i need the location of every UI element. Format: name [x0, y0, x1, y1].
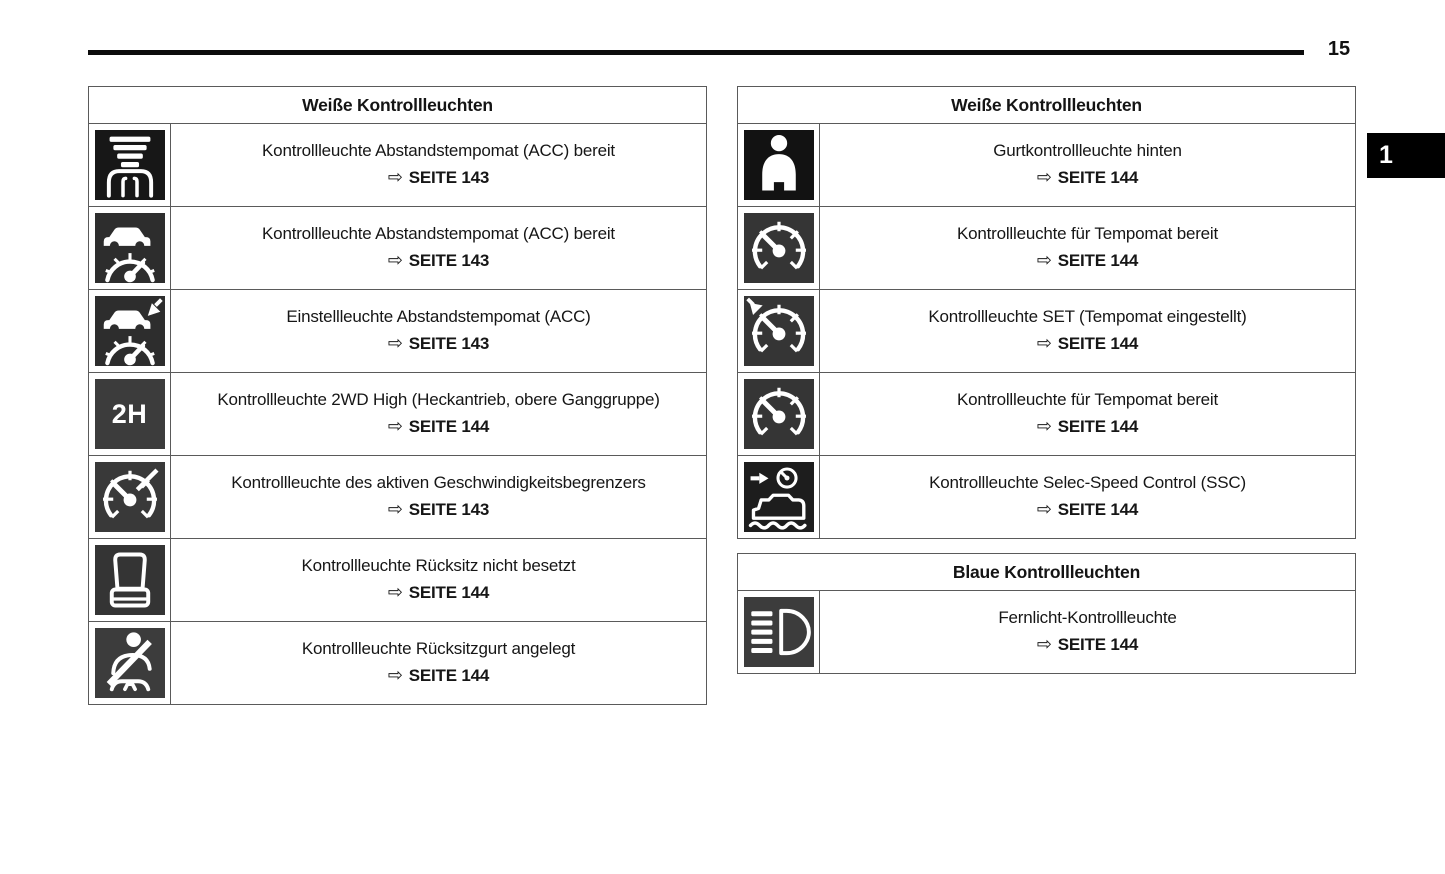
- chapter-tab[interactable]: [1367, 133, 1445, 178]
- indicator-description: Einstellleuchte Abstandstempomat (ACC): [286, 306, 591, 326]
- indicator-description: Kontrollleuchte des aktiven Geschwindigkeitsbegrenzers: [231, 472, 646, 492]
- indicator-text-cell: [171, 124, 706, 206]
- table-row: [89, 456, 706, 539]
- table-row: [738, 591, 1355, 673]
- icon-cell: [738, 207, 820, 289]
- acc-distance-ready-icon: [95, 130, 165, 200]
- indicator-text-cell: [820, 591, 1355, 673]
- page-reference-link[interactable]: [388, 334, 489, 354]
- reference-text: SEITE 144: [1057, 417, 1139, 437]
- icon-cell: [738, 124, 820, 206]
- icon-cell: [89, 290, 171, 372]
- icon-cell: [89, 124, 171, 206]
- reference-arrow-icon: ⇨: [387, 167, 403, 188]
- table-row: [89, 290, 706, 373]
- indicator-text-cell: [171, 373, 706, 455]
- icon-cell: [738, 591, 820, 673]
- page-reference-link[interactable]: [1037, 635, 1138, 655]
- indicator-text-cell: [171, 207, 706, 289]
- reference-arrow-icon: ⇨: [387, 333, 403, 354]
- indicator-text-cell: [171, 290, 706, 372]
- seated-person-icon: [744, 130, 814, 200]
- indicator-description: Kontrollleuchte Rücksitzgurt angelegt: [301, 638, 576, 658]
- high-beam-icon: [744, 597, 814, 667]
- table-row: [738, 290, 1355, 373]
- icon-cell: [89, 207, 171, 289]
- reference-text: SEITE 144: [1057, 635, 1139, 655]
- table-white-indicators-right: [737, 86, 1356, 539]
- cruise-gauge-set-icon: [744, 296, 814, 366]
- page-reference-link[interactable]: [1037, 334, 1138, 354]
- reference-text: SEITE 144: [1057, 334, 1139, 354]
- page-reference-link[interactable]: [1037, 500, 1138, 520]
- table-row: [89, 207, 706, 290]
- indicator-text-cell: [171, 456, 706, 538]
- reference-arrow-icon: ⇨: [387, 416, 403, 437]
- icon-cell: [89, 373, 171, 455]
- page-reference-link[interactable]: [388, 168, 489, 188]
- speed-limiter-icon: [95, 462, 165, 532]
- table-white-indicators-left: [88, 86, 707, 705]
- icon-cell: [89, 622, 171, 704]
- reference-arrow-icon: ⇨: [1036, 333, 1052, 354]
- icon-cell: [738, 290, 820, 372]
- indicator-description: Kontrollleuchte 2WD High (Heckantrieb, obere Ganggruppe): [217, 389, 660, 409]
- reference-text: SEITE 144: [1057, 500, 1139, 520]
- 2wd-high-icon: [95, 379, 165, 449]
- table-row: [89, 124, 706, 207]
- icon-label: 2H: [111, 398, 148, 429]
- indicator-description: Kontrollleuchte Selec-Speed Control (SSC): [929, 472, 1246, 492]
- indicator-description: Gurtkontrollleuchte hinten: [993, 140, 1182, 160]
- icon-cell: [738, 373, 820, 455]
- page-reference-link[interactable]: [388, 666, 489, 686]
- page-reference-link[interactable]: [388, 251, 489, 271]
- icon-cell: [738, 456, 820, 538]
- indicator-description: Kontrollleuchte für Tempomat bereit: [956, 223, 1219, 243]
- reference-arrow-icon: ⇨: [1036, 167, 1052, 188]
- page-number: 15: [1327, 38, 1351, 60]
- chapter-tab-label: 1: [1379, 141, 1393, 169]
- indicator-text-cell: [171, 622, 706, 704]
- reference-text: SEITE 144: [408, 417, 490, 437]
- header-rule: [88, 50, 1304, 55]
- reference-arrow-icon: ⇨: [1036, 634, 1052, 655]
- reference-text: SEITE 144: [408, 583, 490, 603]
- page-reference-link[interactable]: [388, 583, 489, 603]
- icon-cell: [89, 456, 171, 538]
- rear-seat-icon: [95, 545, 165, 615]
- reference-text: SEITE 143: [408, 500, 490, 520]
- table-title: Weiße Kontrollleuchten: [89, 87, 706, 124]
- reference-arrow-icon: ⇨: [387, 499, 403, 520]
- reference-text: SEITE 144: [1057, 168, 1139, 188]
- page-reference-link[interactable]: [1037, 251, 1138, 271]
- table-row: [89, 539, 706, 622]
- reference-arrow-icon: ⇨: [387, 665, 403, 686]
- indicator-text-cell: [820, 373, 1355, 455]
- seatbelt-person-icon: [95, 628, 165, 698]
- indicator-text-cell: [820, 290, 1355, 372]
- page-reference-link[interactable]: [1037, 168, 1138, 188]
- table-row: [738, 207, 1355, 290]
- table-row: [89, 373, 706, 456]
- indicator-description: Kontrollleuchte für Tempomat bereit: [956, 389, 1219, 409]
- table-title: Weiße Kontrollleuchten: [738, 87, 1355, 124]
- table-row: [738, 124, 1355, 207]
- table-blue-indicators: [737, 553, 1356, 674]
- reference-text: SEITE 144: [1057, 251, 1139, 271]
- selec-speed-control-icon: [744, 462, 814, 532]
- indicator-description: Kontrollleuchte Abstandstempomat (ACC) bereit: [262, 223, 615, 243]
- table-title: Blaue Kontrollleuchten: [738, 554, 1355, 591]
- indicator-description: Kontrollleuchte SET (Tempomat eingestellt): [928, 306, 1247, 326]
- table-row: [89, 622, 706, 704]
- indicator-text-cell: [820, 124, 1355, 206]
- indicator-description: Kontrollleuchte Rücksitz nicht besetzt: [301, 555, 576, 575]
- icon-cell: [89, 539, 171, 621]
- reference-text: SEITE 143: [408, 168, 490, 188]
- indicator-text-cell: [171, 539, 706, 621]
- reference-arrow-icon: ⇨: [387, 250, 403, 271]
- table-row: [738, 456, 1355, 538]
- page-reference-link[interactable]: [388, 500, 489, 520]
- page-reference-link[interactable]: [1037, 417, 1138, 437]
- reference-text: SEITE 144: [408, 666, 490, 686]
- acc-car-gauge-icon: [95, 213, 165, 283]
- reference-arrow-icon: ⇨: [1036, 416, 1052, 437]
- acc-car-gauge-arrow-icon: [95, 296, 165, 366]
- page-reference-link[interactable]: [388, 417, 489, 437]
- indicator-description: Fernlicht-Kontrollleuchte: [998, 607, 1177, 627]
- indicator-description: Kontrollleuchte Abstandstempomat (ACC) bereit: [262, 140, 615, 160]
- reference-arrow-icon: ⇨: [1036, 250, 1052, 271]
- indicator-text-cell: [820, 456, 1355, 538]
- cruise-gauge-icon: [744, 379, 814, 449]
- reference-text: SEITE 143: [408, 251, 490, 271]
- reference-arrow-icon: ⇨: [1036, 499, 1052, 520]
- reference-arrow-icon: ⇨: [387, 582, 403, 603]
- reference-text: SEITE 143: [408, 334, 490, 354]
- cruise-gauge-icon: [744, 213, 814, 283]
- indicator-text-cell: [820, 207, 1355, 289]
- table-row: [738, 373, 1355, 456]
